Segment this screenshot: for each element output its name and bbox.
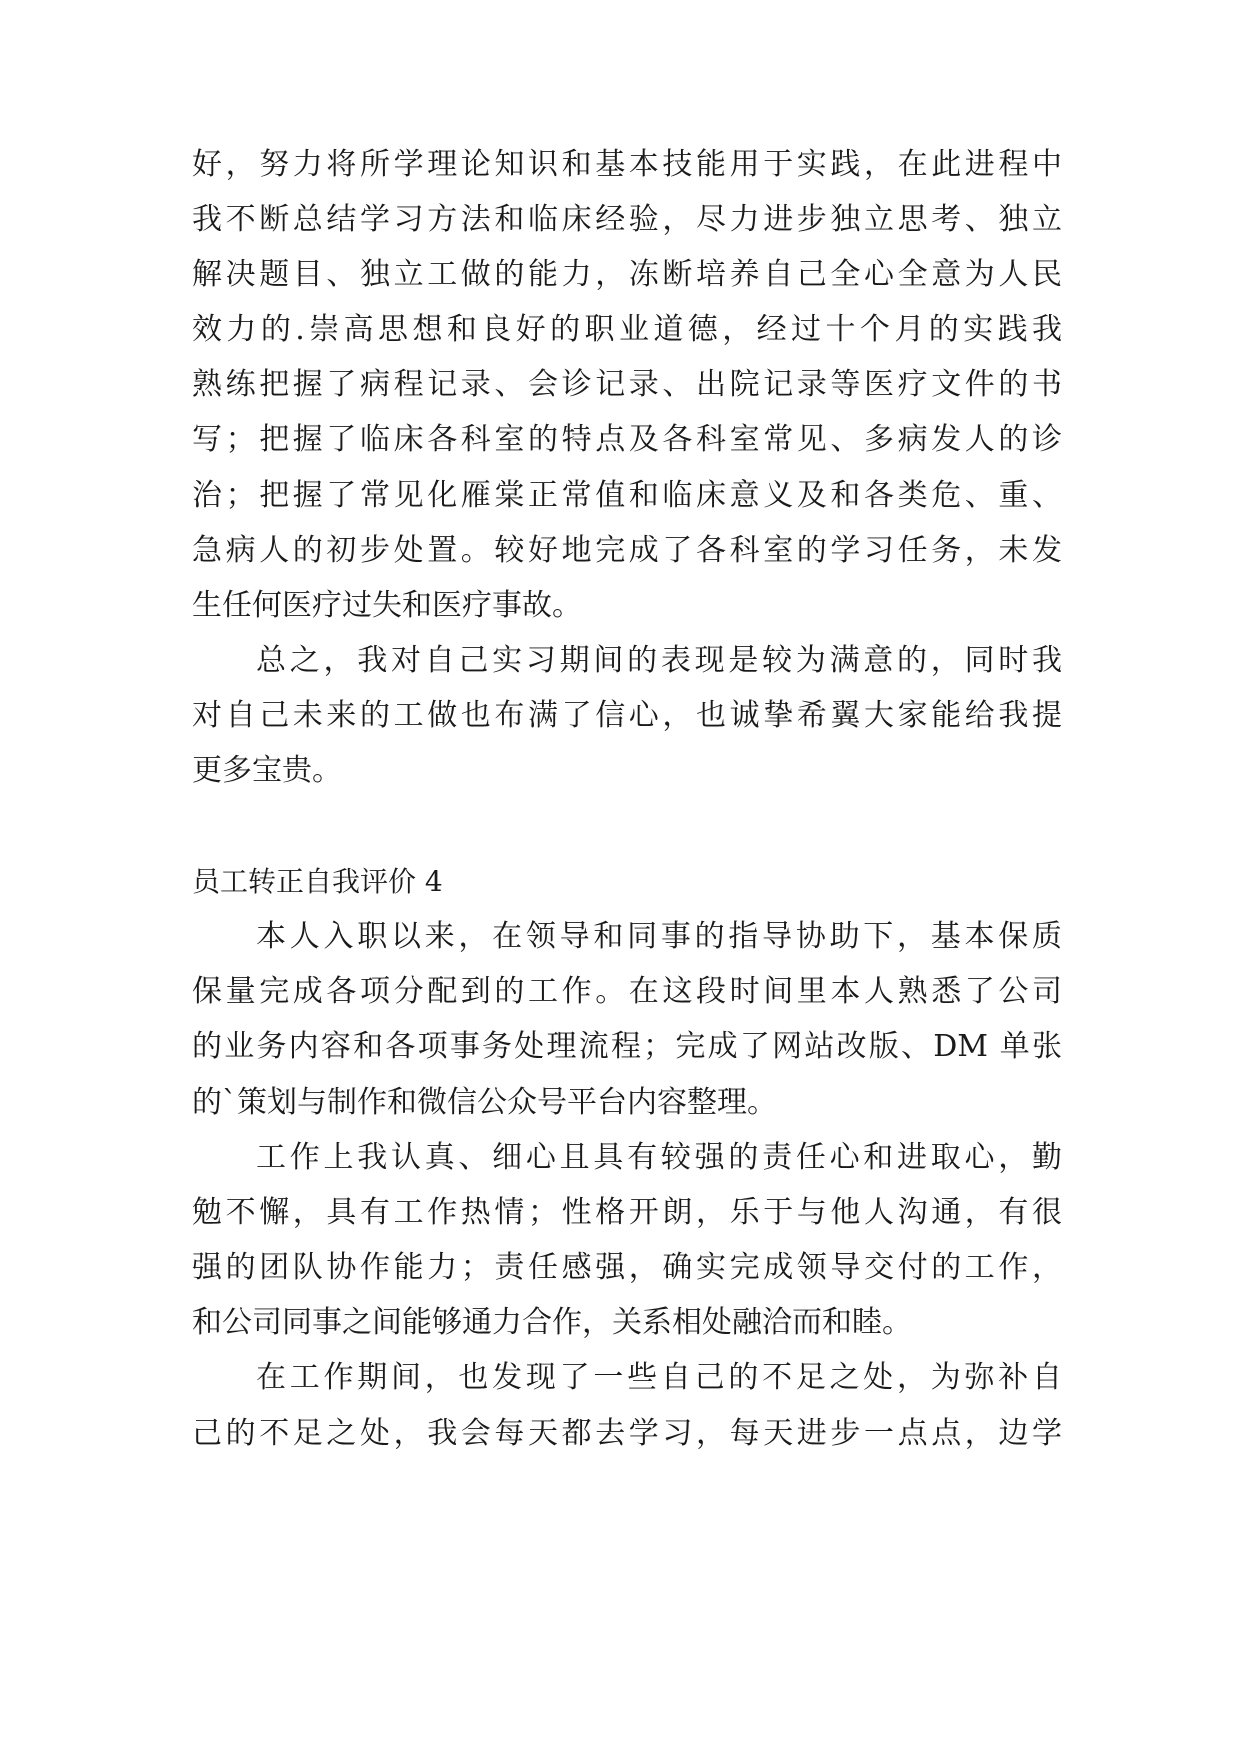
section-heading: 员工转正自我评价 4 [192,865,443,898]
paragraph-line: 更多宝贵。 [192,753,342,788]
paragraph-line: 好，努力将所学理论知识和基本技能用于实践，在此进程中 [192,147,1062,182]
paragraph-line: 急病人的初步处置。较好地完成了各科室的学习任务，未发 [192,533,1062,568]
paragraph-line: 生任何医疗过失和医疗事故。 [192,588,582,623]
paragraph-line: 强的团队协作能力；责任感强，确实完成领导交付的工作， [192,1250,1062,1285]
paragraph-line: 己的不足之处，我会每天都去学习，每天进步一点点，边学 [192,1416,1062,1451]
paragraph-line: 本人入职以来，在领导和同事的指导协助下，基本保质 [256,919,1062,954]
paragraph-line: 保量完成各项分配到的工作。在这段时间里本人熟悉了公司 [192,974,1062,1009]
paragraph-line: 写；把握了临床各科室的特点及各科室常见、多病发人的诊 [192,422,1062,457]
paragraph-line: 工作上我认真、细心且具有较强的责任心和进取心，勤 [256,1140,1062,1175]
paragraph-line: 治；把握了常见化雁棠正常值和临床意义及和各类危、重、 [192,478,1062,513]
paragraph-line: 在工作期间，也发现了一些自己的不足之处，为弥补自 [256,1360,1062,1395]
paragraph-line: 熟练把握了病程记录、会诊记录、出院记录等医疗文件的书 [192,367,1062,402]
paragraph-line: 对自己未来的工做也布满了信心，也诚挚希翼大家能给我提 [192,698,1062,733]
paragraph-line: 和公司同事之间能够通力合作，关系相处融洽而和睦。 [192,1305,912,1340]
paragraph-line: 的业务内容和各项事务处理流程；完成了网站改版、DM 单张 [192,1029,1062,1064]
paragraph-line: 效力的.崇高思想和良好的职业道德，经过十个月的实践我 [192,312,1062,347]
paragraph-line: 勉不懈，具有工作热情；性格开朗，乐于与他人沟通，有很 [192,1195,1062,1230]
paragraph-line: 的`策划与制作和微信公众号平台内容整理。 [192,1085,777,1120]
paragraph-line: 我不断总结学习方法和临床经验，尽力进步独立思考、独立 [192,202,1062,237]
paragraph-line: 解决题目、独立工做的能力，冻断培养自己全心全意为人民 [192,257,1062,292]
paragraph-line: 总之，我对自己实习期间的表现是较为满意的，同时我 [256,643,1062,678]
